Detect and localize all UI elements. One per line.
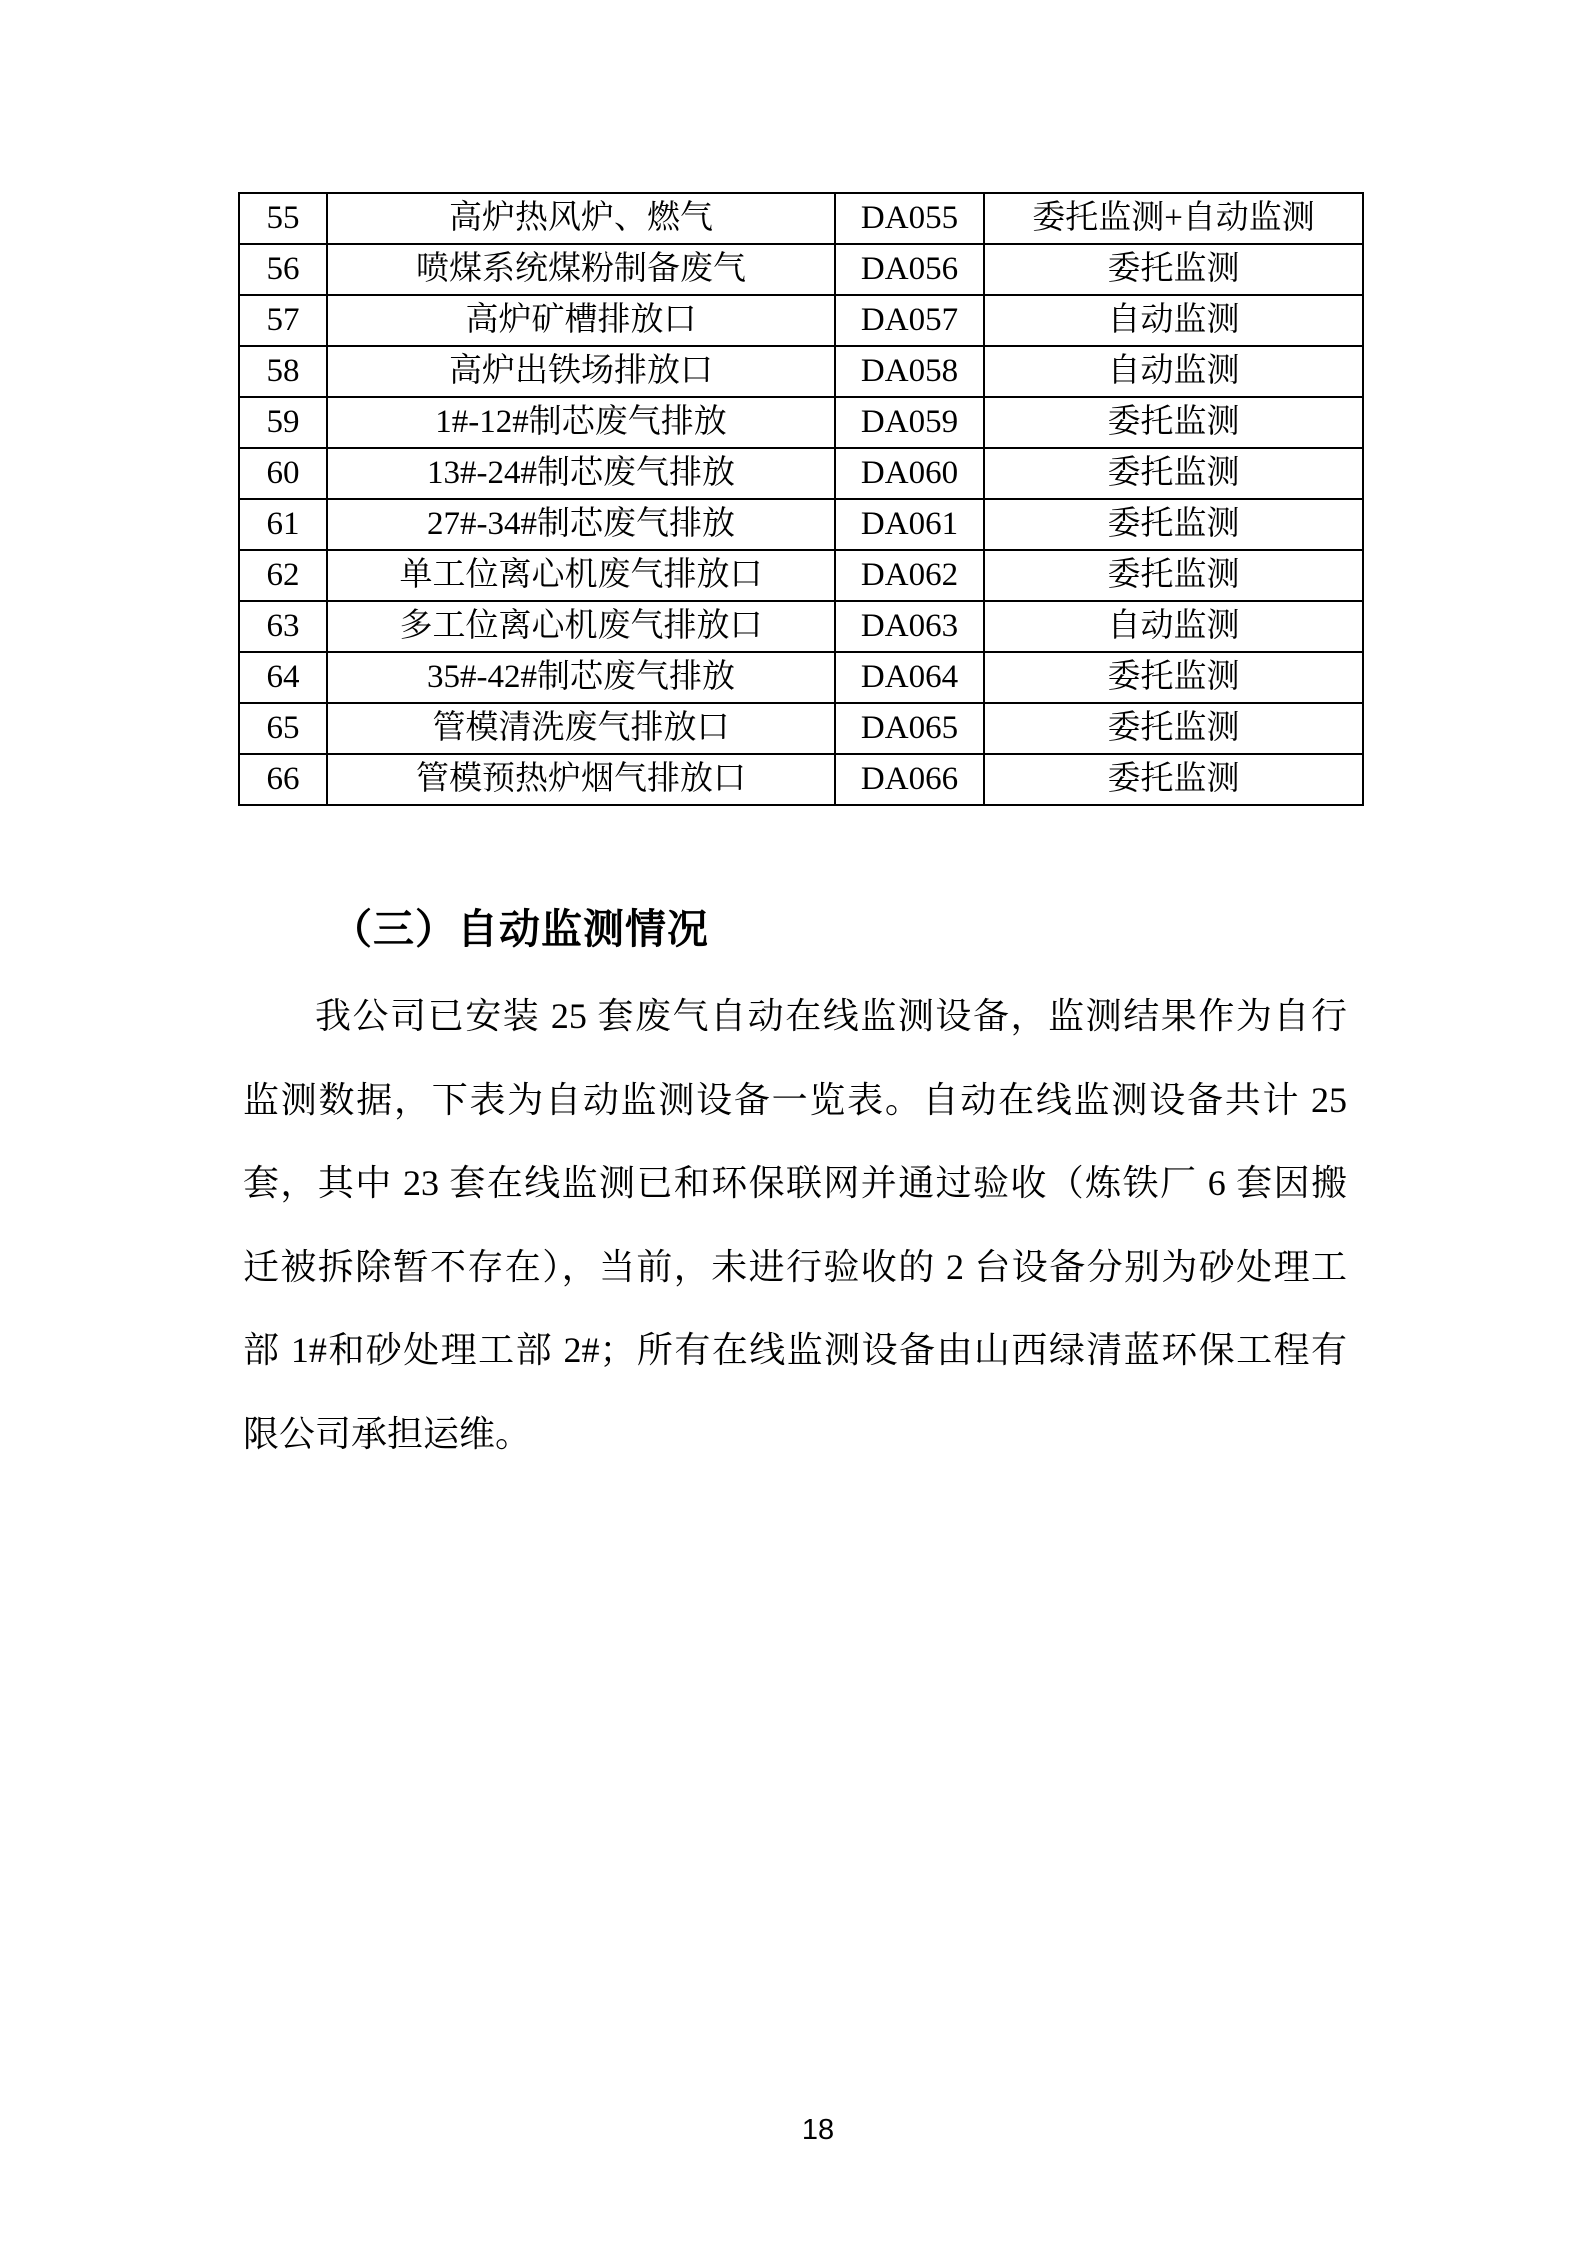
cell-outlet-name: 27#-34#制芯废气排放 bbox=[327, 499, 835, 550]
cell-monitoring-type: 委托监测+自动监测 bbox=[984, 193, 1363, 244]
cell-row-number: 66 bbox=[239, 754, 327, 805]
cell-row-number: 55 bbox=[239, 193, 327, 244]
table-row bbox=[239, 754, 1363, 805]
table-row bbox=[239, 397, 1363, 448]
table-row bbox=[239, 295, 1363, 346]
table-row bbox=[239, 346, 1363, 397]
table-row bbox=[239, 499, 1363, 550]
cell-monitoring-type: 自动监测 bbox=[984, 295, 1363, 346]
paragraph-line: 部 1#和砂处理工部 2#；所有在线监测设备由山西绿清蓝环保工程有 bbox=[243, 1330, 1347, 1370]
cell-row-number: 64 bbox=[239, 652, 327, 703]
paragraph-line: 套，其中 23 套在线监测已和环保联网并通过验收（炼铁厂 6 套因搬 bbox=[243, 1163, 1347, 1203]
cell-outlet-code: DA063 bbox=[835, 601, 984, 652]
outlet-monitoring-table bbox=[238, 192, 1364, 806]
table-row bbox=[239, 601, 1363, 652]
cell-outlet-name: 高炉热风炉、燃气 bbox=[327, 193, 835, 244]
cell-monitoring-type: 委托监测 bbox=[984, 703, 1363, 754]
table-row bbox=[239, 448, 1363, 499]
cell-row-number: 65 bbox=[239, 703, 327, 754]
cell-outlet-code: DA058 bbox=[835, 346, 984, 397]
cell-outlet-code: DA059 bbox=[835, 397, 984, 448]
cell-outlet-name: 13#-24#制芯废气排放 bbox=[327, 448, 835, 499]
cell-outlet-name: 高炉矿槽排放口 bbox=[327, 295, 835, 346]
cell-row-number: 63 bbox=[239, 601, 327, 652]
cell-outlet-name: 35#-42#制芯废气排放 bbox=[327, 652, 835, 703]
cell-row-number: 62 bbox=[239, 550, 327, 601]
cell-outlet-code: DA055 bbox=[835, 193, 984, 244]
table-row bbox=[239, 703, 1363, 754]
cell-row-number: 61 bbox=[239, 499, 327, 550]
table-row bbox=[239, 652, 1363, 703]
table-row bbox=[239, 244, 1363, 295]
cell-monitoring-type: 自动监测 bbox=[984, 346, 1363, 397]
cell-monitoring-type: 委托监测 bbox=[984, 754, 1363, 805]
table-row bbox=[239, 193, 1363, 244]
body-paragraph bbox=[243, 975, 1347, 1476]
cell-monitoring-type: 自动监测 bbox=[984, 601, 1363, 652]
cell-outlet-code: DA064 bbox=[835, 652, 984, 703]
cell-outlet-code: DA056 bbox=[835, 244, 984, 295]
cell-outlet-code: DA062 bbox=[835, 550, 984, 601]
cell-outlet-name: 喷煤系统煤粉制备废气 bbox=[327, 244, 835, 295]
cell-row-number: 59 bbox=[239, 397, 327, 448]
cell-outlet-code: DA061 bbox=[835, 499, 984, 550]
cell-outlet-name: 管模预热炉烟气排放口 bbox=[327, 754, 835, 805]
cell-outlet-name: 高炉出铁场排放口 bbox=[327, 346, 835, 397]
cell-row-number: 57 bbox=[239, 295, 327, 346]
cell-outlet-name: 1#-12#制芯废气排放 bbox=[327, 397, 835, 448]
paragraph-line: 迁被拆除暂不存在），当前，未进行验收的 2 台设备分别为砂处理工 bbox=[243, 1246, 1347, 1287]
cell-monitoring-type: 委托监测 bbox=[984, 499, 1363, 550]
cell-monitoring-type: 委托监测 bbox=[984, 397, 1363, 448]
page-number: 18 bbox=[801, 2114, 835, 2146]
cell-outlet-code: DA066 bbox=[835, 754, 984, 805]
cell-monitoring-type: 委托监测 bbox=[984, 244, 1363, 295]
paragraph-line: 监测数据，下表为自动监测设备一览表。自动在线监测设备共计 25 bbox=[243, 1079, 1347, 1120]
cell-row-number: 60 bbox=[239, 448, 327, 499]
section-heading: （三）自动监测情况 bbox=[331, 906, 709, 952]
cell-outlet-code: DA060 bbox=[835, 448, 984, 499]
cell-outlet-name: 单工位离心机废气排放口 bbox=[327, 550, 835, 601]
paragraph-line: 限公司承担运维。 bbox=[243, 1413, 532, 1454]
cell-outlet-name: 管模清洗废气排放口 bbox=[327, 703, 835, 754]
cell-outlet-name: 多工位离心机废气排放口 bbox=[327, 601, 835, 652]
table-row bbox=[239, 550, 1363, 601]
cell-outlet-code: DA057 bbox=[835, 295, 984, 346]
paragraph-line: 我公司已安装 25 套废气自动在线监测设备，监测结果作为自行 bbox=[315, 996, 1347, 1036]
cell-row-number: 56 bbox=[239, 244, 327, 295]
cell-row-number: 58 bbox=[239, 346, 327, 397]
cell-outlet-code: DA065 bbox=[835, 703, 984, 754]
cell-monitoring-type: 委托监测 bbox=[984, 652, 1363, 703]
cell-monitoring-type: 委托监测 bbox=[984, 550, 1363, 601]
cell-monitoring-type: 委托监测 bbox=[984, 448, 1363, 499]
